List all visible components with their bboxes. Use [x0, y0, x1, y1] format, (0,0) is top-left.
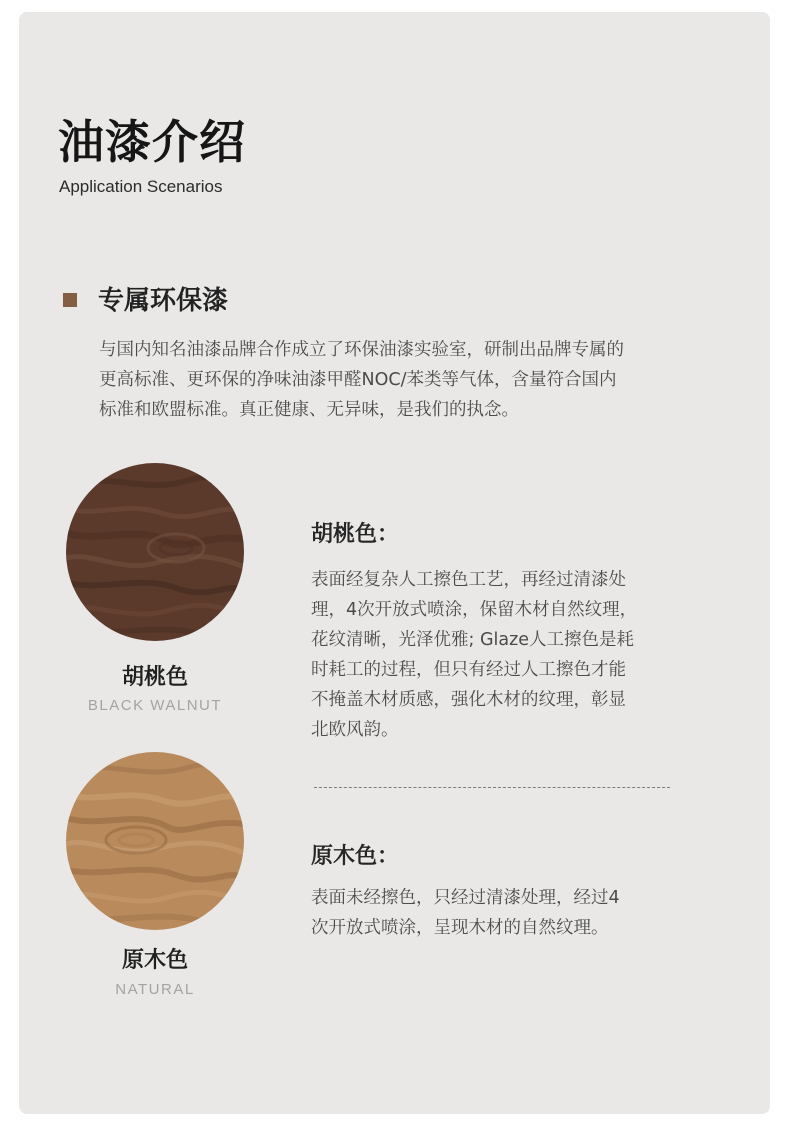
section-description-line: 标准和欧盟标准。真正健康、无异味，是我们的执念。 [99, 400, 519, 420]
natural-wood-swatch [66, 752, 244, 930]
natural-name-cn: 原木色 [121, 948, 188, 973]
natural-name-en: NATURAL [115, 981, 195, 998]
walnut-description-line: 理，4次开放式喷涂，保留木材自然纹理， [311, 600, 638, 620]
natural-title: 原木色： [311, 844, 400, 869]
walnut-description [311, 565, 691, 745]
walnut-name-cn: 胡桃色 [121, 665, 188, 690]
section-description [99, 335, 719, 425]
section-description-line: 与国内知名油漆品牌合作成立了环保油漆实验室，研制出品牌专属的 [99, 340, 624, 360]
natural-description-line: 次开放式喷涂，呈现木材的自然纹理。 [311, 918, 609, 938]
walnut-description-line: 表面经复杂人工擦色工艺，再经过清漆处 [311, 570, 626, 590]
walnut-description-line: 北欧风韵。 [311, 720, 399, 740]
section-marker-square [63, 293, 77, 307]
section-description-line: 更高标准、更环保的净味油漆甲醛NOC/苯类等气体，含量符合国内 [99, 370, 617, 390]
walnut-wood-swatch [66, 463, 244, 641]
walnut-description-line: 时耗工的过程，但只有经过人工擦色才能 [311, 660, 626, 680]
natural-description-line: 表面未经擦色，只经过清漆处理，经过4 [311, 888, 620, 908]
natural-description [311, 883, 691, 943]
page-title: 油漆介绍 [58, 115, 246, 169]
section-title: 专属环保漆 [98, 286, 229, 316]
walnut-description-line: 花纹清晰，光泽优雅; Glaze人工擦色是耗 [311, 630, 635, 650]
walnut-description-line: 不掩盖木材质感，强化木材的纹理，彰显 [311, 690, 626, 710]
walnut-name-en: BLACK WALNUT [87, 697, 223, 714]
natural-grain-graphic [66, 752, 244, 930]
walnut-grain-graphic [66, 463, 244, 641]
page-subtitle: Application Scenarios [59, 177, 223, 196]
dashed-divider [314, 787, 670, 788]
walnut-title: 胡桃色： [311, 522, 400, 547]
